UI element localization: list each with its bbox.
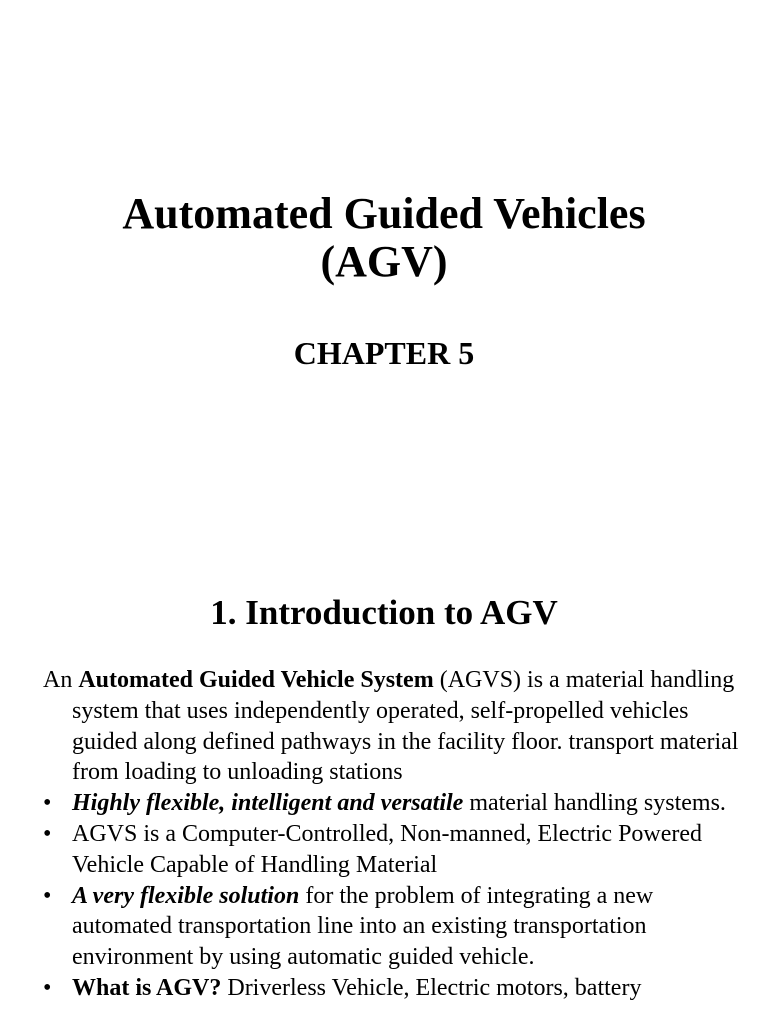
bullet-emphasis: A very flexible solution — [72, 882, 300, 909]
bullet-icon: • — [43, 820, 52, 847]
bullet-icon: • — [43, 882, 52, 909]
bullet-emphasis: What is AGV? — [72, 974, 222, 1001]
bullet-emphasis: Highly flexible, intelligent and versatile — [72, 790, 464, 817]
slide-title — [0, 190, 768, 286]
bullet-item-what-is-agv — [43, 973, 743, 1004]
intro-term: Automated Guided Vehicle System — [78, 667, 434, 693]
bullet-text: for the problem of integrating a new automated transportation line into an existing transportation environment by using automatic guided vehicle. — [72, 882, 654, 971]
chapter-subtitle: CHAPTER 5 — [293, 335, 475, 371]
intro-lead: An — [43, 667, 79, 693]
section-heading: 1. Introduction to AGV — [210, 593, 558, 632]
intro-paragraph — [43, 665, 743, 788]
bullet-text: AGVS is a Computer-Controlled, Non-manned, Electric Powered Vehicle Capable of Handling Material — [72, 820, 703, 878]
slide-body — [43, 665, 743, 1004]
bullet-item-solution — [43, 881, 743, 973]
intro-slide — [0, 560, 768, 1024]
title-line-1: Automated Guided Vehicles — [122, 189, 646, 238]
bullet-icon: • — [43, 790, 52, 817]
intro-rest: (AGVS) is a material handling system that uses independently operated, self-propelled vehicles guided along defined pathways in the facility floor. transport material from loading to unloading stations — [72, 667, 739, 786]
bullet-item-flexible — [43, 788, 743, 819]
bullet-item-definition — [43, 819, 743, 881]
bullet-text: Driverless Vehicle, Electric motors, battery — [221, 974, 642, 1001]
bullet-icon: • — [43, 974, 52, 1001]
title-line-2: (AGV) — [320, 237, 448, 286]
bullet-text: material handling systems. — [463, 790, 726, 817]
